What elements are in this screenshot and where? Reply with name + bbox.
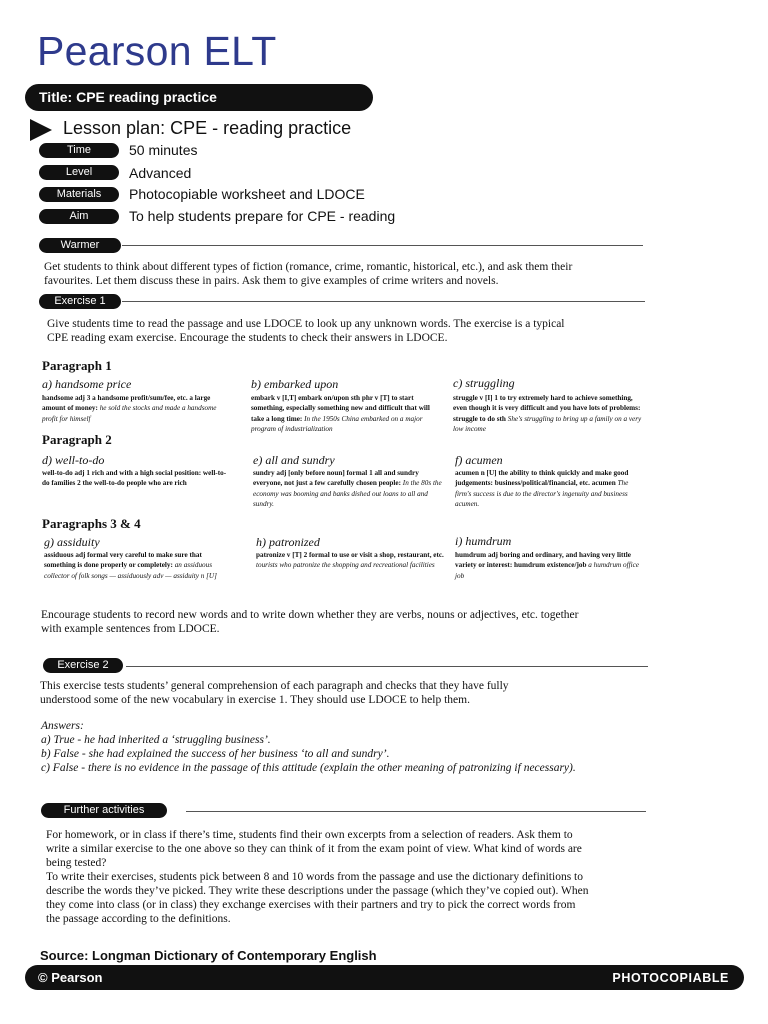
further-text-1: For homework, or in class if there’s time, students find their own excerpts from a selection of readers. Ask them to write a similar exercise to the one above so they can think of it from the exam point of view. What kind of words are being tested? — [46, 829, 582, 869]
definition-h: patronize v [T] 2 formal to use or visit a shop, restaurant, etc. tourists who patronize the shopping and recreational facilities — [256, 551, 444, 570]
further-text — [46, 828, 591, 926]
further-text-2: To write their exercises, students pick between 8 and 10 words from the passage and use the dictionary definitions to describe the words they’ve picked. They write these descriptions under the passage (which they’ve copied out). When they come into class (or in class) they exchange exercises with their partners and try to pick the correct words from the passage according to the definitions. — [46, 871, 589, 925]
term-h: h) patronized — [256, 535, 320, 549]
section-divider — [122, 301, 645, 302]
term-a: a) handsome price — [42, 377, 132, 391]
exercise2-text: This exercise tests students’ general comprehension of each paragraph and checks that they have fully understood some of the new vocabulary in exercise 1. They should use LDOCE to help them. — [40, 680, 509, 706]
answer-c: c) False - there is no evidence in the passage of this attitude (explain the other meaning of patronizing if necessary). — [41, 762, 576, 774]
answers-label: Answers: — [41, 720, 84, 732]
definition-c: struggle v [I] 1 to try extremely hard to achieve something, even though it is very difficult and you have lots of problems: struggle to do sth She's struggling to bring up a family on a very low income — [453, 394, 642, 433]
definition-e: sundry adj [only before noun] formal 1 all and sundry everyone, not just a few carefully chosen people: In the 80s the economy was booming and banks dished out loans to all and sundry. — [253, 469, 442, 508]
title-bar: Title: CPE reading practice — [25, 84, 373, 111]
definition-f: acumen n [U] the ability to think quickly and make good judgements: business/political/financial, etc. acumen The firm's success is due to the director's ingenuity and business acumen. — [455, 469, 629, 508]
paragraph34-heading: Paragraphs 3 & 4 — [42, 516, 141, 531]
exercise2-label: Exercise 2 — [43, 658, 123, 673]
term-c: c) struggling — [453, 376, 515, 390]
paragraph1-heading: Paragraph 1 — [42, 358, 112, 373]
arrow-icon — [30, 119, 52, 141]
term-d: d) well-to-do — [42, 453, 105, 467]
term-i: i) humdrum — [455, 534, 512, 548]
answer-b: b) False - she had explained the success of her business ‘to all and sundry’. — [41, 748, 390, 760]
term-f: f) acumen — [455, 453, 503, 467]
lesson-plan-heading: Lesson plan: CPE - reading practice — [63, 118, 352, 138]
definition-a: handsome adj 3 a handsome profit/sum/fee, etc. a large amount of money: he sold the stocks and made a handsome profit for himself — [42, 394, 217, 423]
copyright-text: © Pearson — [38, 970, 103, 985]
term-b: b) embarked upon — [251, 377, 339, 391]
level-value: Advanced — [129, 165, 192, 181]
exercise1-label: Exercise 1 — [39, 294, 121, 309]
definition-b: embark v [I,T] embark on/upon sth phr v [T] to start something, especially something new and difficult that will take a long time: In the 1950s China embarked on a major program of industrialization — [251, 394, 430, 433]
footer-bar — [25, 965, 744, 990]
term-e: e) all and sundry — [253, 453, 335, 467]
answers-block — [41, 719, 576, 775]
term-g: g) assiduity — [44, 535, 100, 549]
warmer-label: Warmer — [39, 238, 121, 253]
materials-label: Materials — [39, 187, 119, 202]
time-value: 50 minutes — [129, 142, 198, 158]
further-activities-label: Further activities — [41, 803, 167, 818]
exercise1-text: Give students time to read the passage and use LDOCE to look up any unknown words. The exercise is a typical CPE reading exam exercise. Encourage the students to check their answers in LDOCE. — [47, 318, 565, 344]
section-divider — [186, 811, 646, 812]
source-line: Source: Longman Dictionary of Contemporary English — [40, 948, 377, 963]
section-divider — [122, 245, 643, 246]
aim-value: To help students prepare for CPE - reading — [129, 208, 396, 224]
answer-a: a) True - he had inherited a ‘struggling business’. — [41, 734, 271, 746]
definition-g: assiduous adj formal very careful to make sure that something is done properly or completely: an assiduous collector of folk songs — assiduously adv — assiduity n [U] — [44, 551, 217, 580]
section-divider — [126, 666, 648, 667]
definition-i: humdrum adj boring and ordinary, and having very little variety or interest: humdrum existence/job a humdrum office job — [455, 551, 639, 580]
paragraph2-heading: Paragraph 2 — [42, 432, 112, 447]
definition-d: well-to-do adj 1 rich and with a high social position: well-to-do families 2 the well-to-do people who are rich — [42, 469, 227, 488]
materials-value: Photocopiable worksheet and LDOCE — [129, 186, 365, 202]
level-label: Level — [39, 165, 119, 180]
photocopiable-text: PHOTOCOPIABLE — [612, 971, 729, 985]
time-label: Time — [39, 143, 119, 158]
exercise1-after-text: Encourage students to record new words and to write down whether they are verbs, nouns or adjectives, etc. together with example sentences from LDOCE. — [41, 609, 579, 635]
warmer-text: Get students to think about different types of fiction (romance, crime, romantic, historical, etc.), and ask them their favourites. Let them discuss these in pairs. Ask them to give examples of crime writers and novels. — [44, 261, 573, 287]
aim-label: Aim — [39, 209, 119, 224]
brand-logo: Pearson ELT — [37, 28, 277, 74]
